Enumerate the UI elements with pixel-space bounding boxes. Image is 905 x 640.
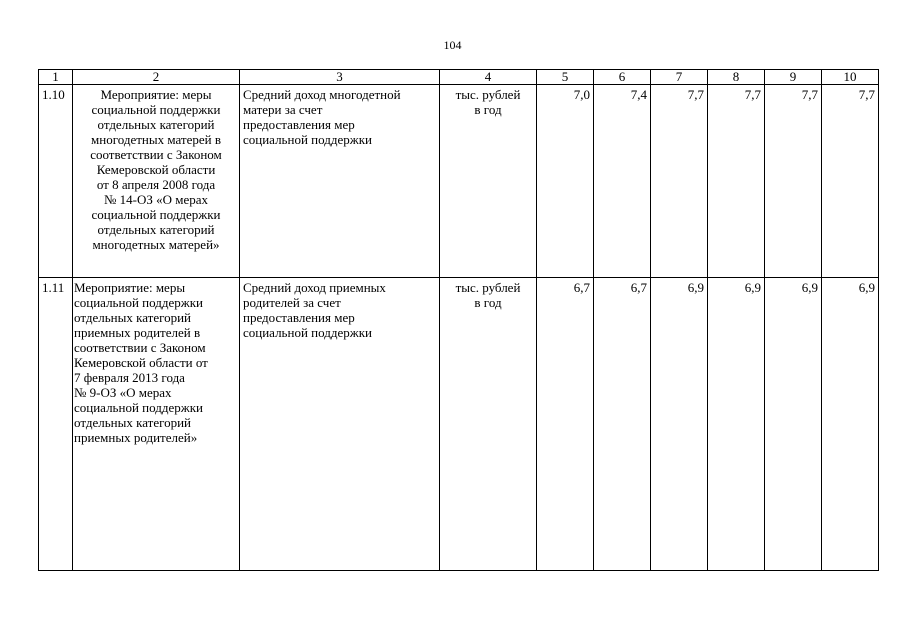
text-line: от 8 апреля 2008 года [96, 177, 216, 192]
value-cell: 7,0 [537, 85, 594, 278]
text-line: Кемеровской области от [74, 355, 208, 370]
text-line: соответствии с Законом [90, 147, 222, 162]
text-line: Мероприятие: меры [74, 280, 186, 295]
table-row [39, 85, 879, 278]
text-line: тыс. рублей [455, 280, 521, 295]
text-line: Мероприятие: меры [100, 87, 212, 102]
header-cell: 5 [537, 70, 594, 85]
text-line: социальной поддержки [91, 207, 221, 222]
table-row [39, 278, 879, 571]
header-cell: 1 [39, 70, 73, 85]
page-number: 104 [443, 38, 462, 52]
value-cell: 7,7 [765, 85, 822, 278]
indicator-name [240, 278, 440, 571]
value-cell: 7,7 [651, 85, 708, 278]
text-line: отдельных категорий [97, 222, 215, 237]
text-line: в год [474, 102, 502, 117]
text-line: отдельных категорий [97, 117, 215, 132]
value-cell: 7,7 [708, 85, 765, 278]
value-cell: 6,9 [765, 278, 822, 571]
text-line: предоставления мер [243, 310, 355, 325]
value-cell: 7,4 [594, 85, 651, 278]
text-line: тыс. рублей [455, 87, 521, 102]
header-cell: 2 [73, 70, 240, 85]
text-line: Кемеровской области [96, 162, 216, 177]
text-line: многодетных матерей в [91, 132, 221, 147]
text-line: многодетных матерей» [92, 237, 220, 252]
header-cell: 8 [708, 70, 765, 85]
value-cell: 6,7 [594, 278, 651, 571]
header-cell: 10 [822, 70, 879, 85]
text-line: матери за счет [243, 102, 323, 117]
header-cell: 9 [765, 70, 822, 85]
text-line: социальной поддержки [91, 102, 221, 117]
text-line: приемных родителей в [74, 325, 201, 340]
header-cell: 7 [651, 70, 708, 85]
unit-of-measure [440, 278, 537, 571]
row-number: 1.11 [39, 278, 73, 571]
event-description [73, 278, 240, 571]
header-cell: 4 [440, 70, 537, 85]
header-cell: 6 [594, 70, 651, 85]
value-cell: 6,9 [651, 278, 708, 571]
column-numbers-row [39, 70, 879, 85]
text-line: отдельных категорий [74, 310, 192, 325]
unit-of-measure [440, 85, 537, 278]
text-line: № 14-ОЗ «О мерах [103, 192, 209, 207]
row-number: 1.10 [39, 85, 73, 278]
indicators-table [38, 69, 879, 571]
text-line: предоставления мер [243, 117, 355, 132]
text-line: социальной поддержки [243, 132, 372, 147]
value-cell: 6,9 [708, 278, 765, 571]
header-cell: 3 [240, 70, 440, 85]
text-line: родителей за счет [243, 295, 341, 310]
event-description [73, 85, 240, 278]
text-line: Средний доход многодетной [243, 87, 401, 102]
text-line: 7 февраля 2013 года [74, 370, 185, 385]
text-line: социальной поддержки [74, 295, 203, 310]
text-line: социальной поддержки [243, 325, 372, 340]
text-line: Средний доход приемных [243, 280, 386, 295]
value-cell: 6,7 [537, 278, 594, 571]
text-line: отдельных категорий [74, 415, 192, 430]
indicator-name [240, 85, 440, 278]
text-line: соответствии с Законом [74, 340, 206, 355]
text-line: в год [474, 295, 502, 310]
value-cell: 7,7 [822, 85, 879, 278]
text-line: социальной поддержки [74, 400, 203, 415]
text-line: № 9-ОЗ «О мерах [74, 385, 172, 400]
text-line: приемных родителей» [74, 430, 198, 445]
value-cell: 6,9 [822, 278, 879, 571]
